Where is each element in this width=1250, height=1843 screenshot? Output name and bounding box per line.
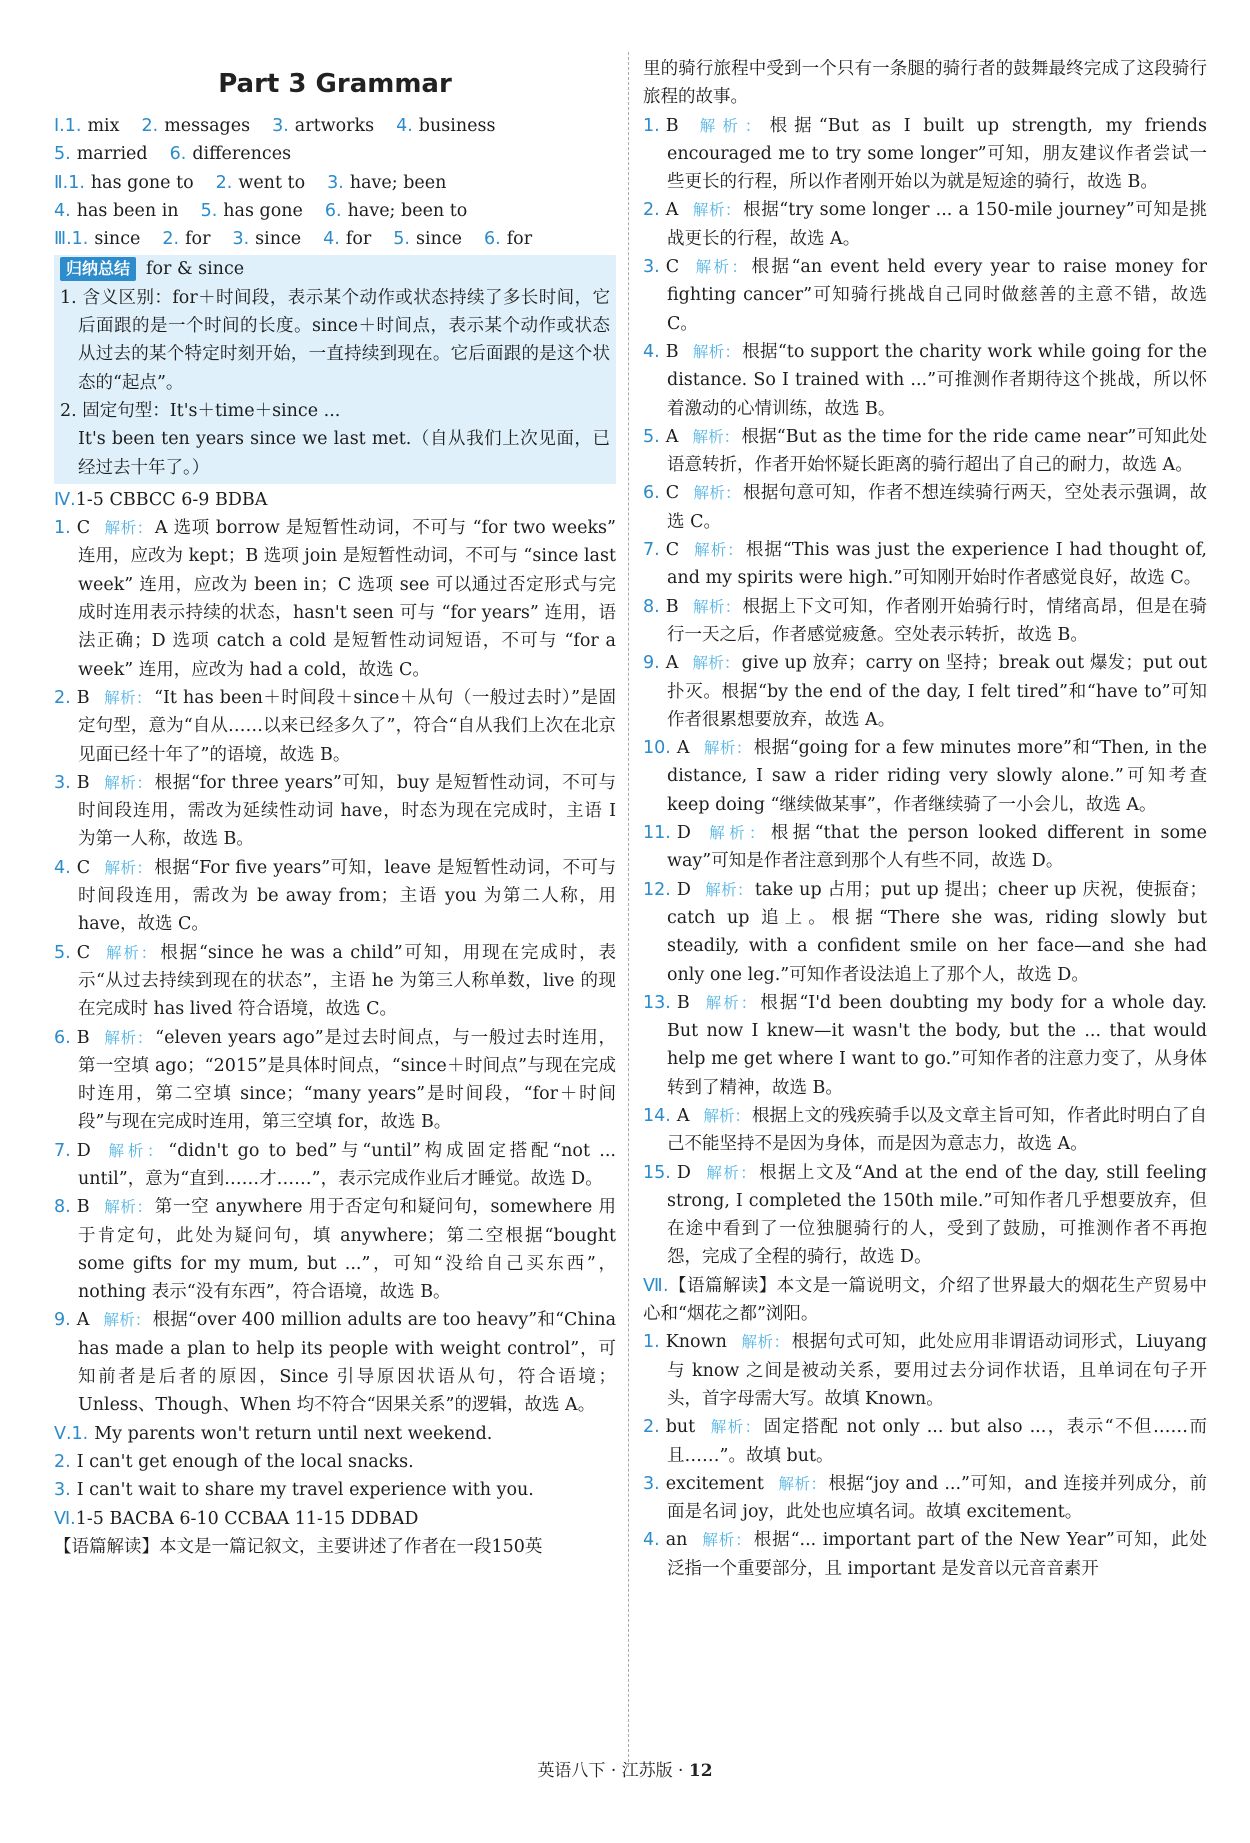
explanation-text: 根据“going for a few minutes more”和“Then, in the distance, I saw a rider riding very slowly alone.”可知考查 keep doing “继续做某事”，作者继续骑了一小会儿，故选 A。 <box>667 738 1207 815</box>
choice-answer: B <box>76 772 90 793</box>
choice-answer: B <box>676 992 690 1013</box>
explanation-item <box>643 876 1207 989</box>
answer-word: for <box>345 229 372 250</box>
explanation-item <box>643 112 1207 197</box>
explanation-item <box>54 939 616 1024</box>
analysis-label: 解析： <box>104 943 159 962</box>
answer-word: messages <box>164 116 251 136</box>
item-number: 2. <box>643 200 660 221</box>
explanation-text: 根据“to support the charity work while going for the distance. So I trained with ...”可推测作者期待这个挑战，所以怀着激动的心情训练，故选 B。 <box>667 341 1207 419</box>
section-1-row-1 <box>54 112 616 140</box>
analysis-label: 解析： <box>104 519 153 538</box>
analysis-label: 解析： <box>692 116 768 135</box>
item-number: 3. <box>54 1480 71 1501</box>
section-2-row-2 <box>54 197 616 225</box>
choice-answer: C <box>76 857 91 878</box>
reading-intro-start <box>54 1533 616 1561</box>
analysis-label: 解析： <box>103 1311 151 1330</box>
explanation-text: 根据“try some longer ... a 150-mile journey”可知是挑战更长的行程，故选 A。 <box>667 200 1207 249</box>
explanation-item <box>643 253 1207 338</box>
analysis-label: 解析： <box>777 1474 827 1493</box>
fill-answer: but <box>665 1417 696 1438</box>
section-3-numeral: Ⅲ. <box>54 229 72 250</box>
item-number: 1. <box>71 229 89 250</box>
explanation-item <box>54 684 616 769</box>
item-number: 2. <box>643 1417 660 1438</box>
choice-answer: B <box>665 115 679 136</box>
item-number: 10. <box>643 738 671 759</box>
item-number: 7. <box>54 1140 71 1161</box>
reading-intro-continued: 里的骑行旅程中受到一个只有一条腿的骑行者的鼓舞最终完成了这段骑行旅程的故事。 <box>643 59 1207 108</box>
explanation-text: 根据上文的残疾骑手以及文章主旨可知，作者此时明白了自己不能坚持不是因为身体，而是因为意志力，故选 A。 <box>667 1105 1207 1155</box>
item-number: 6. <box>324 200 342 221</box>
section-6-key <box>54 1505 616 1533</box>
item-number: 9. <box>643 653 660 674</box>
analysis-label: 解析： <box>103 773 153 792</box>
analysis-label: 解析： <box>693 484 742 503</box>
answer-word: since <box>94 229 141 250</box>
item-number: 4. <box>54 200 71 221</box>
analysis-label: 解析： <box>703 739 752 758</box>
answer-word: has gone <box>223 200 303 221</box>
analysis-label: 解析： <box>704 824 769 843</box>
choice-answer: C <box>665 257 680 278</box>
page-title: Part 3 Grammar <box>218 69 452 99</box>
analysis-label: 解析： <box>693 541 744 560</box>
right-column <box>643 55 1207 1762</box>
explanation-text: 根据“joy and ...”可知，and 连接并列成分，前面是名词 joy，此处也应填名词。故填 excitement。 <box>667 1473 1207 1523</box>
explanation-text: 根据“that the person looked different in some way”可知是作者注意到那个人有些不同，故选 D。 <box>667 823 1207 872</box>
fill-answer: an <box>665 1530 688 1551</box>
item-number: 1. <box>643 1332 660 1353</box>
item-number: 7. <box>643 540 660 561</box>
explanation-text: take up 占用；put up 提出；cheer up 庆祝，使振奋；catch up 追上。根据“There she was, riding slowly but steadily, with a confident smile on her face—and she had only one leg.”可知作者设法追上了那个人，故选 D。 <box>667 879 1207 985</box>
summary-point-1: 1. 含义区别：for＋时间段，表示某个动作或状态持续了多长时间，它后面跟的是一个时间的长度。since＋时间点，表示某个动作或状态从过去的某个特定时刻开始，一直持续到现在。它后面跟的是这个状态的“起点”。 <box>60 287 610 393</box>
item-number: 1. <box>54 518 71 539</box>
choice-answer: D <box>676 823 691 844</box>
sentence-answer: I can't get enough of the local snacks. <box>76 1451 414 1472</box>
item-number: 2. <box>162 229 180 250</box>
answer-word: for <box>185 229 211 250</box>
analysis-label: 解析： <box>692 654 740 673</box>
analysis-label: 解析： <box>692 597 741 616</box>
explanation-item <box>54 1137 616 1194</box>
analysis-label: 解析： <box>103 1028 154 1047</box>
choice-answer: A <box>665 426 679 447</box>
item-number: 4. <box>323 229 340 250</box>
explanation-item <box>54 854 616 939</box>
footer-separator: · <box>672 1761 689 1781</box>
item-number: 4. <box>643 341 660 362</box>
fill-answer: Known <box>665 1332 727 1353</box>
reading-intro-text: 本文是一篇记叙文，主要讲述了作者在一段150英 <box>159 1536 543 1557</box>
choice-answer: D <box>76 1140 91 1161</box>
item-number: 3. <box>643 257 660 278</box>
item-number: 12. <box>643 879 671 900</box>
item-number: 14. <box>643 1105 671 1126</box>
section-6-numeral: Ⅵ. <box>54 1508 76 1529</box>
section-1-row-2 <box>54 140 616 168</box>
answer-word: mix <box>87 116 120 136</box>
explanation-item <box>643 1526 1207 1583</box>
item-number: 2. <box>54 1451 71 1472</box>
section-7-intro <box>643 1272 1207 1329</box>
explanation-text: “eleven years ago”是过去时间点，与一般过去时连用，第一空填 ago；“2015”是具体时间点，“since＋时间点”与现在完成时连用，第二空填 since；“many years”是时间段，“for＋时间段”与现在完成时连用，第三空填 for，故选 B。 <box>78 1027 616 1133</box>
item-number: 4. <box>396 116 413 136</box>
choice-answer: B <box>76 1027 90 1048</box>
item-number: 6. <box>169 144 187 165</box>
choice-answer: C <box>665 540 680 561</box>
analysis-label: 解析： <box>740 1333 790 1352</box>
summary-header <box>60 255 610 283</box>
explanation-text: 根据“But as the time for the ride came near”可知此处语意转折，作者开始怀疑长距离的骑行超出了自己的耐力，故选 A。 <box>667 426 1207 476</box>
answer-word: artworks <box>294 116 375 136</box>
item-number: 6. <box>483 229 501 250</box>
explanation-item <box>643 989 1207 1102</box>
explanation-text: “didn't go to bed”与“until”构成固定搭配“not ... until”，意为“直到……才……”，表示完成作业后才睡觉。故选 D。 <box>78 1140 616 1189</box>
item-number: 3. <box>54 772 71 793</box>
explanation-item <box>643 196 1207 253</box>
choice-answer: B <box>76 687 90 708</box>
explanation-item <box>643 593 1207 650</box>
answer-word: have; been <box>349 172 447 193</box>
section-4-numeral: Ⅳ. <box>54 489 76 510</box>
analysis-label: 解析： <box>701 1531 752 1550</box>
explanation-item <box>643 649 1207 734</box>
edition-name: 江苏版 <box>621 1761 673 1781</box>
explanation-item <box>643 423 1207 480</box>
section-4-key <box>54 486 616 514</box>
explanation-text: 根据“For five years”可知，leave 是短暂性动词，不可与时间段连用，需改为 be away from；主语 you 为第二人称，用 have，故选 C。 <box>78 857 616 935</box>
explanation-text: A 选项 borrow 是短暂性动词，不可与 “for two weeks” 连用，应改为 kept；B 选项 join 是短暂性动词，不可与 “since last week” 连用，应改为 been in；C 选项 see 可以通过否定形式与完成时连用表示持续的状态，hasn't seen 可与 “for years” 连用，语法正确；D 选项 catch a cold 是短暂性动词短语，不可与 “for a week” 连用，应改为 had a cold，故选 C。 <box>78 518 616 680</box>
item-number: 3. <box>643 1473 660 1494</box>
analysis-label: 解析： <box>103 688 153 707</box>
choice-answer: D <box>676 879 691 900</box>
explanation-item <box>643 1102 1207 1159</box>
explanation-text: 根据“over 400 million adults are too heavy”和“China has made a plan to help its people with weight control”，可知前者是后者的原因，Since 引导原因状语从句，符合语境；Unless、Though、When 均不符合“因果关系”的逻辑，故选 A。 <box>78 1310 616 1416</box>
choice-answer: C <box>76 942 91 963</box>
choice-answer: B <box>665 596 679 617</box>
choice-answer: A <box>676 1105 690 1126</box>
analysis-label: 解析： <box>704 1163 758 1182</box>
item-number: 15. <box>643 1162 671 1183</box>
explanation-item <box>643 479 1207 536</box>
explanation-item <box>643 819 1207 876</box>
analysis-label: 解析： <box>692 342 741 361</box>
analysis-label: 解析： <box>104 1141 167 1160</box>
item-number: 3. <box>232 229 250 250</box>
item-number: 6. <box>643 483 660 504</box>
explanation-text: 根据“... important part of the New Year”可知，此处泛指一个重要部分，且 important 是发音以元音音素开 <box>667 1530 1207 1579</box>
explanation-item <box>54 1024 616 1137</box>
explanation-text: 根据“This was just the experience I had thought of, and my spirits were high.”可知刚开始时作者感觉良好，故选 C。 <box>667 540 1207 589</box>
item-number: 13. <box>643 992 671 1013</box>
explanation-text: 根据上文及“And at the end of the day, still feeling strong, I completed the 150th mile.”可知作者几乎想要放弃，但在途中看到了一位独腿骑行的人，受到了鼓励，可推测作者不再抱怨，完成了全程的骑行，故选 D。 <box>667 1162 1207 1268</box>
explanation-item <box>643 536 1207 593</box>
item-number: 2. <box>141 116 159 136</box>
item-number: 5. <box>393 229 410 250</box>
section-5-numeral: Ⅴ. <box>54 1423 72 1444</box>
section-5-row-3 <box>54 1476 616 1504</box>
item-number: 4. <box>643 1530 660 1551</box>
item-number: 4. <box>54 857 71 878</box>
explanation-item <box>54 514 616 684</box>
analysis-label: 解析： <box>692 427 740 446</box>
answer-key-line: 1-5 CBBCC 6-9 BDBA <box>75 489 268 510</box>
explanation-text: 第一空 anywhere 用于否定句和疑问句，somewhere 用于肯定句，此处为疑问句，填 anywhere；第二空根据“bought some gifts for my mum, but ...”，可知“没给自己买东西”，nothing 表示“没有东西”，符合语境，故选 B。 <box>78 1197 616 1303</box>
item-number: 5. <box>54 942 71 963</box>
page-footer <box>0 1757 1250 1785</box>
summary-point-2: 2. 固定句型：It's＋time＋since ... <box>60 400 341 421</box>
analysis-label: 解析： <box>692 201 742 220</box>
page-number: 12 <box>688 1761 713 1781</box>
item-number: 1. <box>643 115 660 136</box>
answer-word: has gone to <box>90 172 194 193</box>
explanation-text: give up 放弃；carry on 坚持；break out 爆发；put out 扑灭。根据“by the end of the day, I felt tired”和“have to”可知作者很累想要放弃，故选 A。 <box>667 653 1207 730</box>
summary-label: 归纳总结 <box>60 257 136 281</box>
analysis-label: 解析： <box>704 880 753 899</box>
section-7-numeral: Ⅶ. <box>643 1275 669 1296</box>
answer-word: have; been to <box>347 200 468 221</box>
section-3-row-1 <box>54 225 616 253</box>
choice-answer: A <box>676 738 690 759</box>
explanation-text: 根据“I'd been doubting my body for a whole day. But now I knew—it wasn't the body, but the ... that would help me get where I want to go.”可知作者的注意力变了，从身体转到了精神，故选 B。 <box>667 992 1207 1098</box>
item-number: 11. <box>643 823 671 844</box>
footer-separator: · <box>605 1761 622 1781</box>
explanation-text: “It has been＋时间段＋since＋从句（一般过去时）”是固定句型，意为“自从……以来已经多久了”，符合“自从我们上次在北京见面已经十年了”的语境，故选 B。 <box>78 687 616 765</box>
explanation-text: 根据“for three years”可知，buy 是短暂性动词，不可与时间段连用，需改为延续性动词 have，时态为现在完成时，主语 I 为第一人称，故选 B。 <box>78 772 616 850</box>
item-number: 1. <box>71 1423 89 1444</box>
explanation-text: 根据句意可知，作者不想连续骑行两天，空处表示强调，故选 C。 <box>667 483 1207 532</box>
summary-box <box>54 255 616 483</box>
explanation-text: 固定搭配 not only ... but also ...，表示“不但……而且……”。故填 but。 <box>667 1417 1207 1466</box>
choice-answer: B <box>665 341 679 362</box>
explanation-item <box>643 1159 1207 1272</box>
summary-example: It's been ten years since we last met.（自从我们上次见面，已经过去十年了。） <box>78 429 610 478</box>
analysis-label: 解析： <box>703 993 759 1012</box>
section-5-row-2 <box>54 1448 616 1476</box>
analysis-label: 解析： <box>103 1198 153 1217</box>
explanation-item <box>643 338 1207 423</box>
explanation-text: 根据“since he was a child”可知，用现在完成时，表示“从过去持续到现在的状态”，主语 he 为第三人称单数，live 的现在完成时 has lived 符合语境，故选 C。 <box>78 942 616 1020</box>
explanation-text: 根据“an event held every year to raise money for fighting cancer”可知骑行挑战自己同时做慈善的主意不错，故选 C。 <box>667 257 1207 334</box>
choice-answer: D <box>676 1162 691 1183</box>
choice-answer: A <box>665 200 679 221</box>
choice-answer: A <box>665 653 679 674</box>
item-number: 1. <box>64 116 82 136</box>
reading-label: 【语篇解读】 <box>54 1536 159 1557</box>
answer-word: went to <box>238 172 306 193</box>
item-number: 6. <box>54 1027 71 1048</box>
explanation-text: 根据句式可知，此处应用非谓语动词形式，Liuyang 与 know 之间是被动关系，要用过去分词作状语，且单词在句子开头，首字母需大写。故填 Known。 <box>667 1332 1207 1409</box>
item-number: 2. <box>54 687 71 708</box>
answer-word: since <box>415 229 462 250</box>
explanation-item <box>54 769 616 854</box>
answer-word: business <box>418 116 496 136</box>
explanation-item <box>643 1470 1207 1527</box>
reading-label: 【语篇解读】 <box>668 1275 777 1296</box>
analysis-label: 解析： <box>703 1106 750 1125</box>
analysis-label: 解析： <box>693 258 750 277</box>
answer-word: differences <box>192 144 292 165</box>
explanation-text: 根据“But as I built up strength, my friends encouraged me to try some longer”可知，朋友建议作者尝试一些更长的行程，所以作者刚开始以为就是短途的骑行，故选 B。 <box>667 115 1207 193</box>
sentence-answer: I can't wait to share my travel experience with you. <box>76 1480 534 1501</box>
explanation-item <box>54 1193 616 1306</box>
explanation-item <box>54 1306 616 1419</box>
analysis-label: 解析： <box>104 858 153 877</box>
left-column <box>54 56 616 1762</box>
explanation-item <box>643 1328 1207 1413</box>
item-number: 8. <box>54 1197 71 1218</box>
fill-answer: excitement <box>665 1473 764 1494</box>
item-number: 8. <box>643 596 660 617</box>
answer-word: has been in <box>76 200 179 221</box>
item-number: 1. <box>68 172 85 193</box>
item-number: 3. <box>327 172 344 193</box>
answer-key-line: 1-5 BACBA 6-10 CCBAA 11-15 DDBAD <box>75 1508 419 1529</box>
item-number: 5. <box>54 144 71 165</box>
explanation-item <box>643 734 1207 819</box>
choice-answer: B <box>76 1197 90 1218</box>
choice-answer: A <box>76 1310 90 1331</box>
reading-intro-text: 本文是一篇说明文，介绍了世界最大的烟花生产贸易中心和“烟花之都”浏阳。 <box>643 1275 1207 1325</box>
section-2-row-1 <box>54 169 616 197</box>
item-number: 5. <box>643 426 660 447</box>
explanation-item <box>643 1413 1207 1470</box>
column-divider <box>628 52 629 1767</box>
answer-word: since <box>255 229 302 250</box>
section-2-numeral: Ⅱ. <box>54 172 69 193</box>
sentence-answer: My parents won't return until next weekend. <box>94 1423 493 1444</box>
item-number: 2. <box>215 172 233 193</box>
summary-topic: for & since <box>146 259 245 280</box>
choice-answer: C <box>76 518 91 539</box>
item-number: 5. <box>200 200 218 221</box>
section-5-row-1 <box>54 1420 616 1448</box>
analysis-label: 解析： <box>709 1418 762 1437</box>
item-number: 3. <box>272 116 289 136</box>
book-name: 英语八下 <box>537 1761 606 1781</box>
choice-answer: C <box>665 483 680 504</box>
item-number: 9. <box>54 1310 71 1331</box>
explanation-text: 根据上下文可知，作者刚开始骑行时，情绪高昂，但是在骑行一天之后，作者感觉疲惫。空处表示转折，故选 B。 <box>667 596 1207 645</box>
section-1-numeral: Ⅰ. <box>54 116 65 136</box>
answer-word: married <box>76 144 148 165</box>
answer-word: for <box>506 229 533 250</box>
